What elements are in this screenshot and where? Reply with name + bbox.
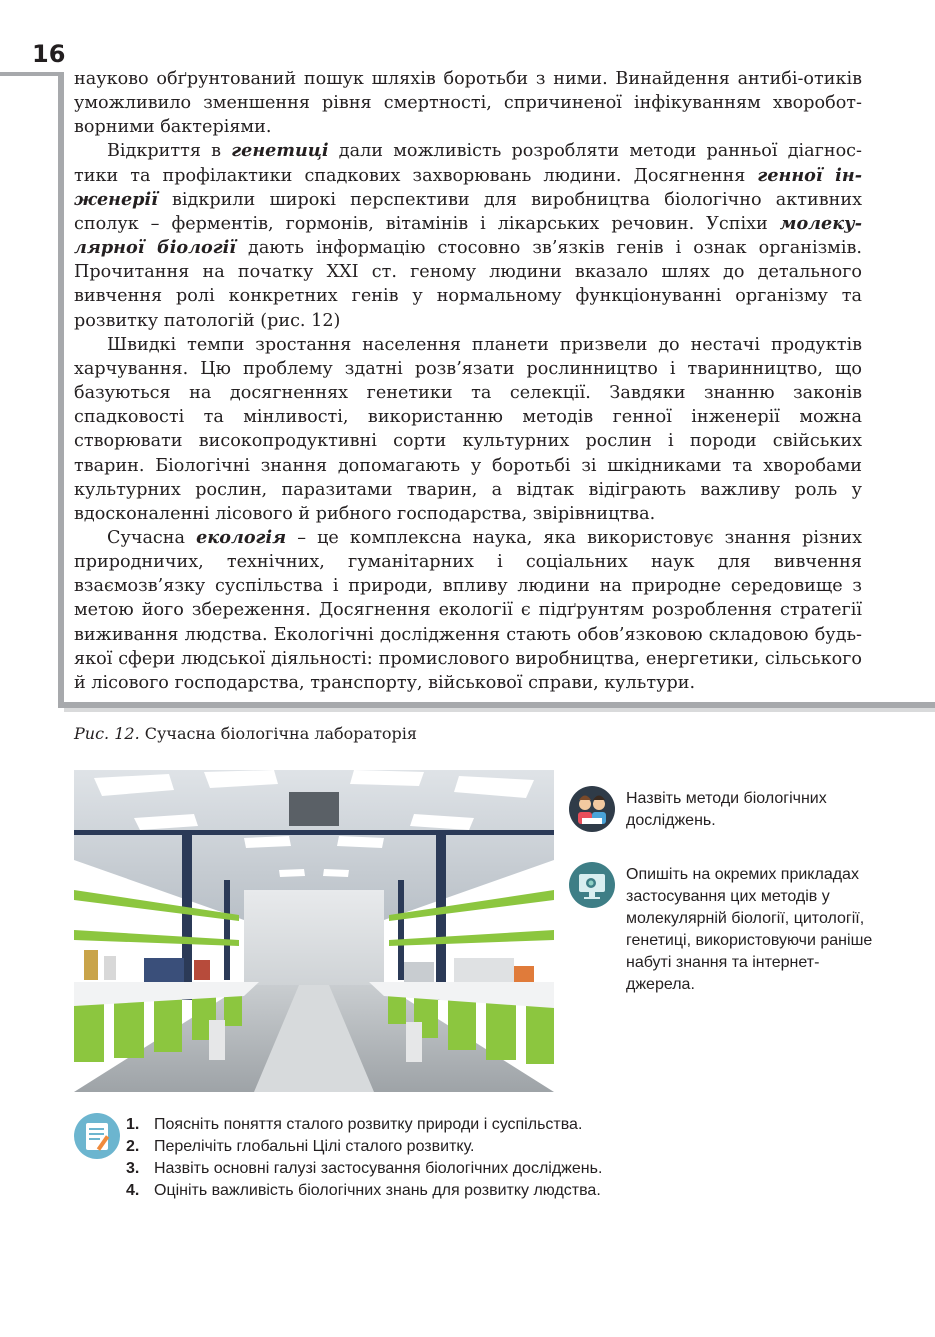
question-number: 3. — [126, 1160, 140, 1177]
paragraph-text: Відкриття в — [107, 141, 232, 162]
sidenote-examples: Опишіть на окремих прикладах застосування цих методів у молекулярній біології, цитології, генетиці, використовуючи раніше набуті знання та інтернет-джерела. — [626, 866, 873, 993]
monitor-research-icon — [569, 862, 615, 908]
page-number: 16 — [32, 40, 66, 68]
frame-top-bar — [0, 72, 61, 76]
question-text: Оцініть важливість біологічних знань для розвитку людства. — [154, 1182, 601, 1199]
questions-list — [126, 1114, 602, 1202]
question-text: Назвіть основні галузі застосування біологічних досліджень. — [154, 1160, 603, 1177]
paragraph-text: дають інформацію стосовно зв’язків генів і ознак організмів. Прочитання на початку XXI ст. геному людини вказало шлях до детального вивчення ролі конкретних генів у нормальному функціонуванні організму та розвитку патологій (рис. 12) — [74, 238, 862, 331]
students-icon — [569, 786, 615, 832]
question-item — [126, 1136, 602, 1158]
frame-shadow — [64, 708, 935, 712]
figure-caption-text: Сучасна біологічна лабораторія — [144, 724, 418, 743]
question-text: Поясніть поняття сталого розвитку природи і суспільства. — [154, 1116, 583, 1133]
figure-caption — [74, 724, 417, 743]
key-term: генної інженерії — [74, 164, 863, 210]
question-number: 4. — [126, 1182, 140, 1199]
body-paragraph — [74, 526, 862, 695]
body-paragraph — [74, 139, 862, 332]
main-text — [74, 67, 862, 695]
paragraph-text: науково обґрунтований пошук шляхів боротьби з ними. Винайдення антибі-отиків уможливило зменшення рівня смертності, спричиненої інфікуванням хвороботворними бактеріями. — [74, 69, 862, 138]
paragraph-text: – це комплексна наука, яка використовує знання різних природничих, технічних, гуманітарних і соціальних наук для вивчення взаємозв’язку суспільства і природи, впливу людини на природне середовище з метою його збереження. Досягнення екології є підґрунтям розроблення стратегії виживання людства. Екологічні дослідження стають обов’язковою складовою будь-якої сфери людської діяльності: промислового виробництва, енергетики, сільського й лісового господарства, транспорту, військової справи, культури. — [74, 527, 862, 693]
figure-label: Рис. 12. — [74, 724, 140, 743]
paragraph-text: дали можливість розробляти методи ранньої діагностики та профілактики спадкових захворювань людини. Досягнення — [74, 141, 862, 186]
key-term: екологія — [196, 526, 287, 548]
notebook-task-icon — [74, 1113, 120, 1159]
body-paragraph — [74, 67, 862, 139]
question-item — [126, 1180, 602, 1202]
question-number: 1. — [126, 1116, 140, 1133]
key-term: молекулярної біології — [74, 212, 862, 259]
paragraph-text: Сучасна — [107, 527, 197, 548]
question-item — [126, 1114, 602, 1136]
body-paragraph — [74, 333, 862, 526]
sidenote-methods: Назвіть методи біологічних досліджень. — [626, 790, 827, 829]
question-text: Перелічіть глобальні Цілі сталого розвитку. — [154, 1138, 475, 1155]
lab-photo — [74, 770, 554, 1092]
question-number: 2. — [126, 1138, 140, 1155]
question-item — [126, 1158, 602, 1180]
key-term: генетиці — [231, 140, 329, 162]
paragraph-text: відкрили широкі перспективи для виробництва біологічно активних сполук – ферментів, гормонів, вітамінів і лікарських речовин. Успіхи — [74, 189, 862, 234]
paragraph-text: Швидкі темпи зростання населення планети призвели до нестачі продуктів харчування. Цю проблему здатні розв’язати рослинництво і тваринництво, що базуються на досягненнях генетики та селекції. Завдяки знанню законів спадковості та мінливості, використанню методів генної інженерії можна створювати високопродуктивні сорти культурних рослин і породи свійських тварин. Біологічні знання допомагають у боротьбі зі шкідниками та хворобами культурних рослин, паразитами тварин, а відтак відіграють важливу роль у вдосконаленні лісового й рибного господарства, звірівництва. — [74, 334, 862, 524]
frame-left-bar — [58, 72, 64, 708]
